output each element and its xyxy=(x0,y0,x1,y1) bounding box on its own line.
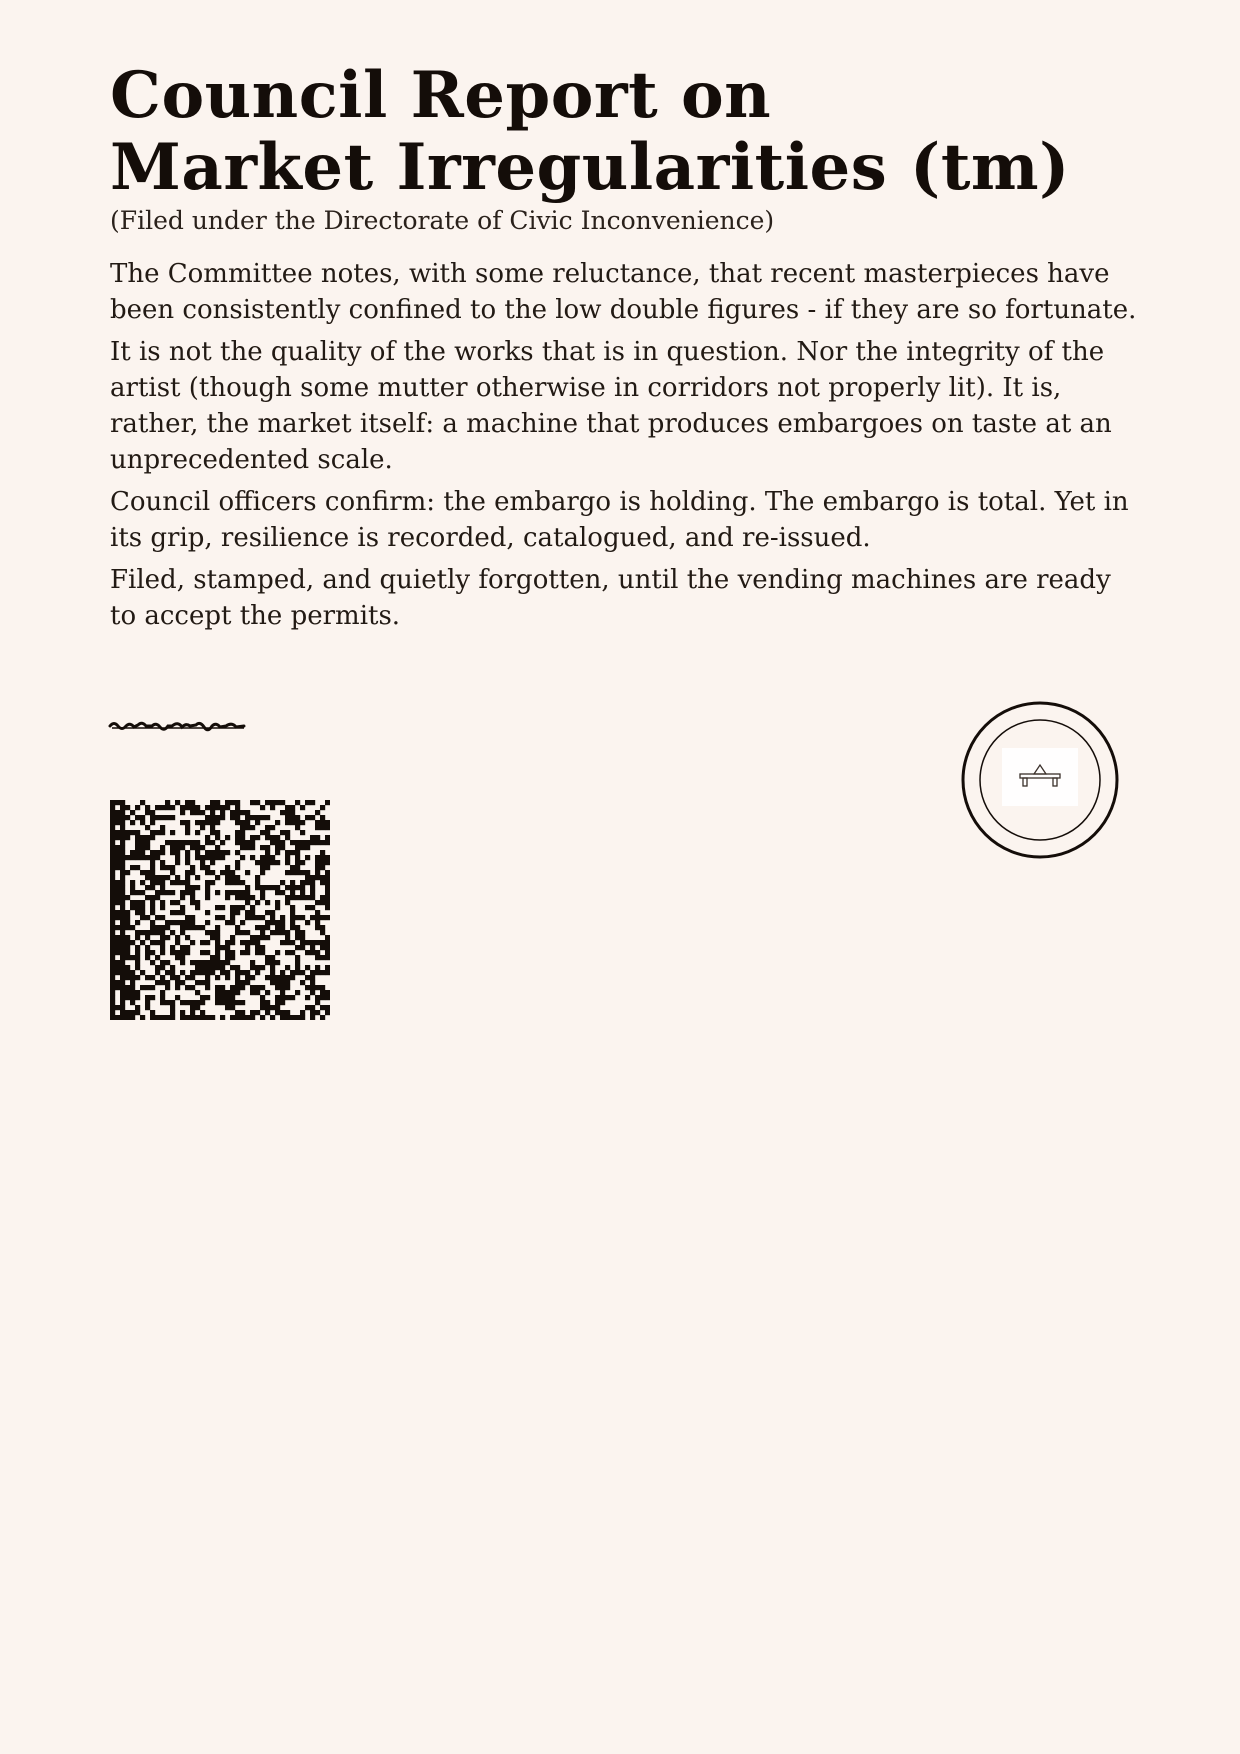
document-page xyxy=(110,60,1140,640)
paragraph-2: It is not the quality of the works that is in question. Nor the integrity of the artist (though some mutter otherwise in corridors not properly lit). It is, rather, the market itself: a machine that produces embargoes on taste at an unprecedented scale. xyxy=(110,337,1112,475)
title-line-2: Market Irregularities (tm) xyxy=(110,130,1070,205)
signature-scribble xyxy=(108,718,248,732)
document-subtitle: (Filed under the Directorate of Civic Inconvenience) xyxy=(110,206,775,235)
paragraph-4: Filed, stamped, and quietly forgotten, until the vending machines are ready to accept the permits. xyxy=(110,565,1111,631)
title-line-1: Council Report on xyxy=(110,58,772,133)
qr-code-icon xyxy=(110,800,330,1020)
paragraph-3: Council officers confirm: the embargo is holding. The embargo is total. Yet in its grip, resilience is recorded, catalogued, and re-issued. xyxy=(110,487,1129,553)
document-body xyxy=(110,256,1140,634)
paragraph-1: The Committee notes, with some reluctance, that recent masterpieces have been consistently confined to the low double figures - if they are so fortunate. xyxy=(110,259,1137,325)
council-seal-icon xyxy=(960,700,1120,860)
document-title xyxy=(110,60,1140,204)
